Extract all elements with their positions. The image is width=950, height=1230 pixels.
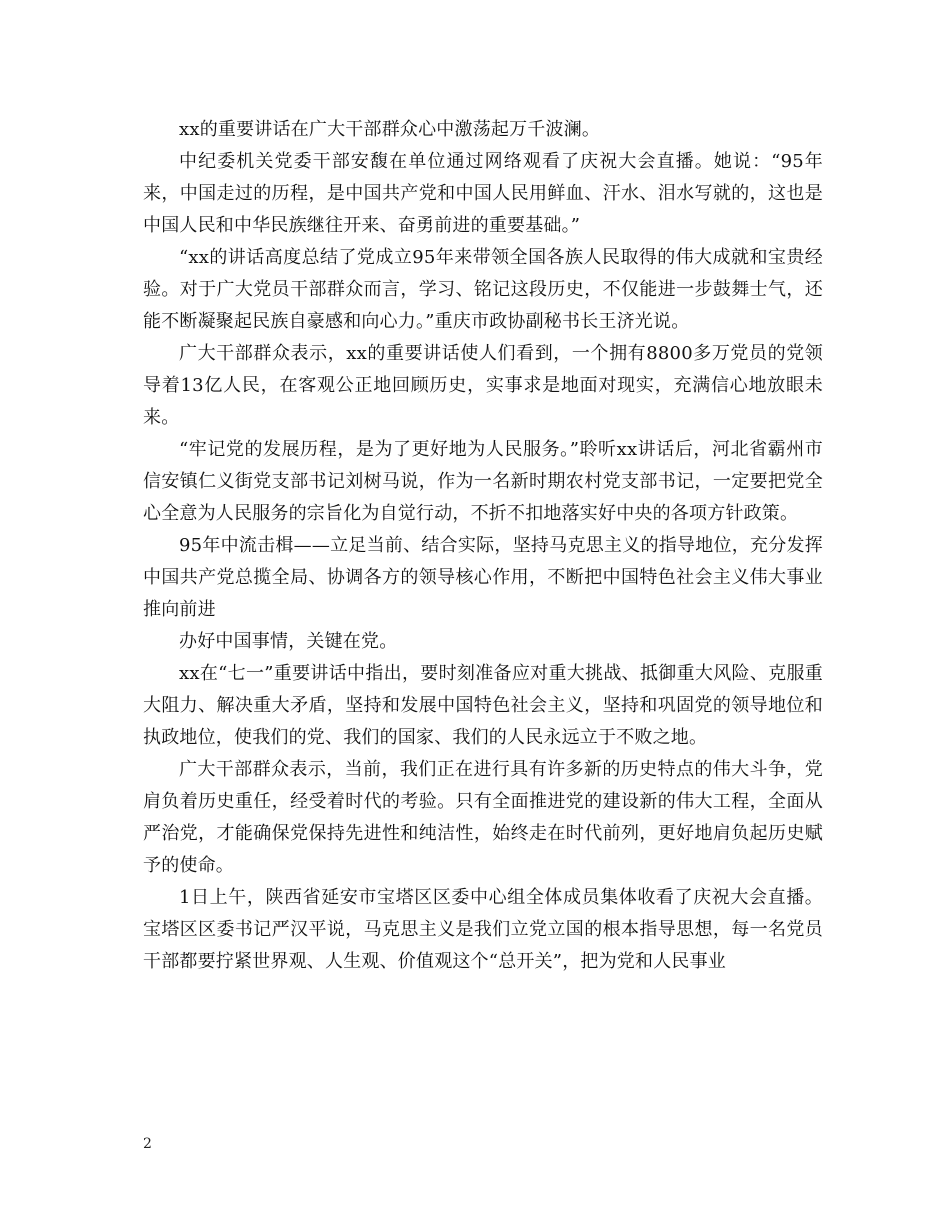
paragraph: 办好中国事情，关键在党。 xyxy=(179,631,398,652)
paragraph: xx的重要讲话在广大干部群众心中激荡起万千波澜。 xyxy=(179,119,601,140)
paragraph: 广大干部群众表示，xx的重要讲话使人们看到，一个拥有8800多万党员的党领导着13亿人民，在客观公正地回顾历史，实事求是地面对现实，充满信心地放眼未来。 xyxy=(143,343,823,428)
body-text xyxy=(143,114,823,978)
page-number: 2 xyxy=(143,1136,152,1152)
paragraph: 广大干部群众表示，当前，我们正在进行具有许多新的历史特点的伟大斗争，党肩负着历史重任，经受着时代的考验。只有全面推进党的建设新的伟大工程，全面从严治党，才能确保党保持先进性和纯洁性，始终走在时代前列，更好地肩负起历史赋予的使命。 xyxy=(143,759,823,876)
paragraph: 中纪委机关党委干部安馥在单位通过网络观看了庆祝大会直播。她说：“95年来，中国走过的历程，是中国共产党和中国人民用鲜血、汗水、泪水写就的，这也是中国人民和中华民族继往开来、奋勇前进的重要基础。” xyxy=(143,151,823,236)
paragraph: xx在“七一”重要讲话中指出，要时刻准备应对重大挑战、抵御重大风险、克服重大阻力、解决重大矛盾，坚持和发展中国特色社会主义，坚持和巩固党的领导地位和执政地位，使我们的党、我们的国家、我们的人民永远立于不败之地。 xyxy=(143,663,823,748)
paragraph: 1日上午，陕西省延安市宝塔区区委中心组全体成员集体收看了庆祝大会直播。宝塔区区委书记严汉平说，马克思主义是我们立党立国的根本指导思想，每一名党员干部都要拧紧世界观、人生观、价值观这个“总开关”，把为党和人民事业 xyxy=(143,887,823,972)
paragraph: 95年中流击楫——立足当前、结合实际，坚持马克思主义的指导地位，充分发挥中国共产党总揽全局、协调各方的领导核心作用，不断把中国特色社会主义伟大事业推向前进 xyxy=(143,535,823,620)
paragraph: “牢记党的发展历程，是为了更好地为人民服务。”聆听xx讲话后，河北省霸州市信安镇仁义街党支部书记刘树马说，作为一名新时期农村党支部书记，一定要把党全心全意为人民服务的宗旨化为自觉行动，不折不扣地落实好中央的各项方针政策。 xyxy=(143,439,823,524)
paragraph: “xx的讲话高度总结了党成立95年来带领全国各族人民取得的伟大成就和宝贵经验。对于广大党员干部群众而言，学习、铭记这段历史，不仅能进一步鼓舞士气，还能不断凝聚起民族自豪感和向心力。”重庆市政协副秘书长王济光说。 xyxy=(143,247,823,332)
